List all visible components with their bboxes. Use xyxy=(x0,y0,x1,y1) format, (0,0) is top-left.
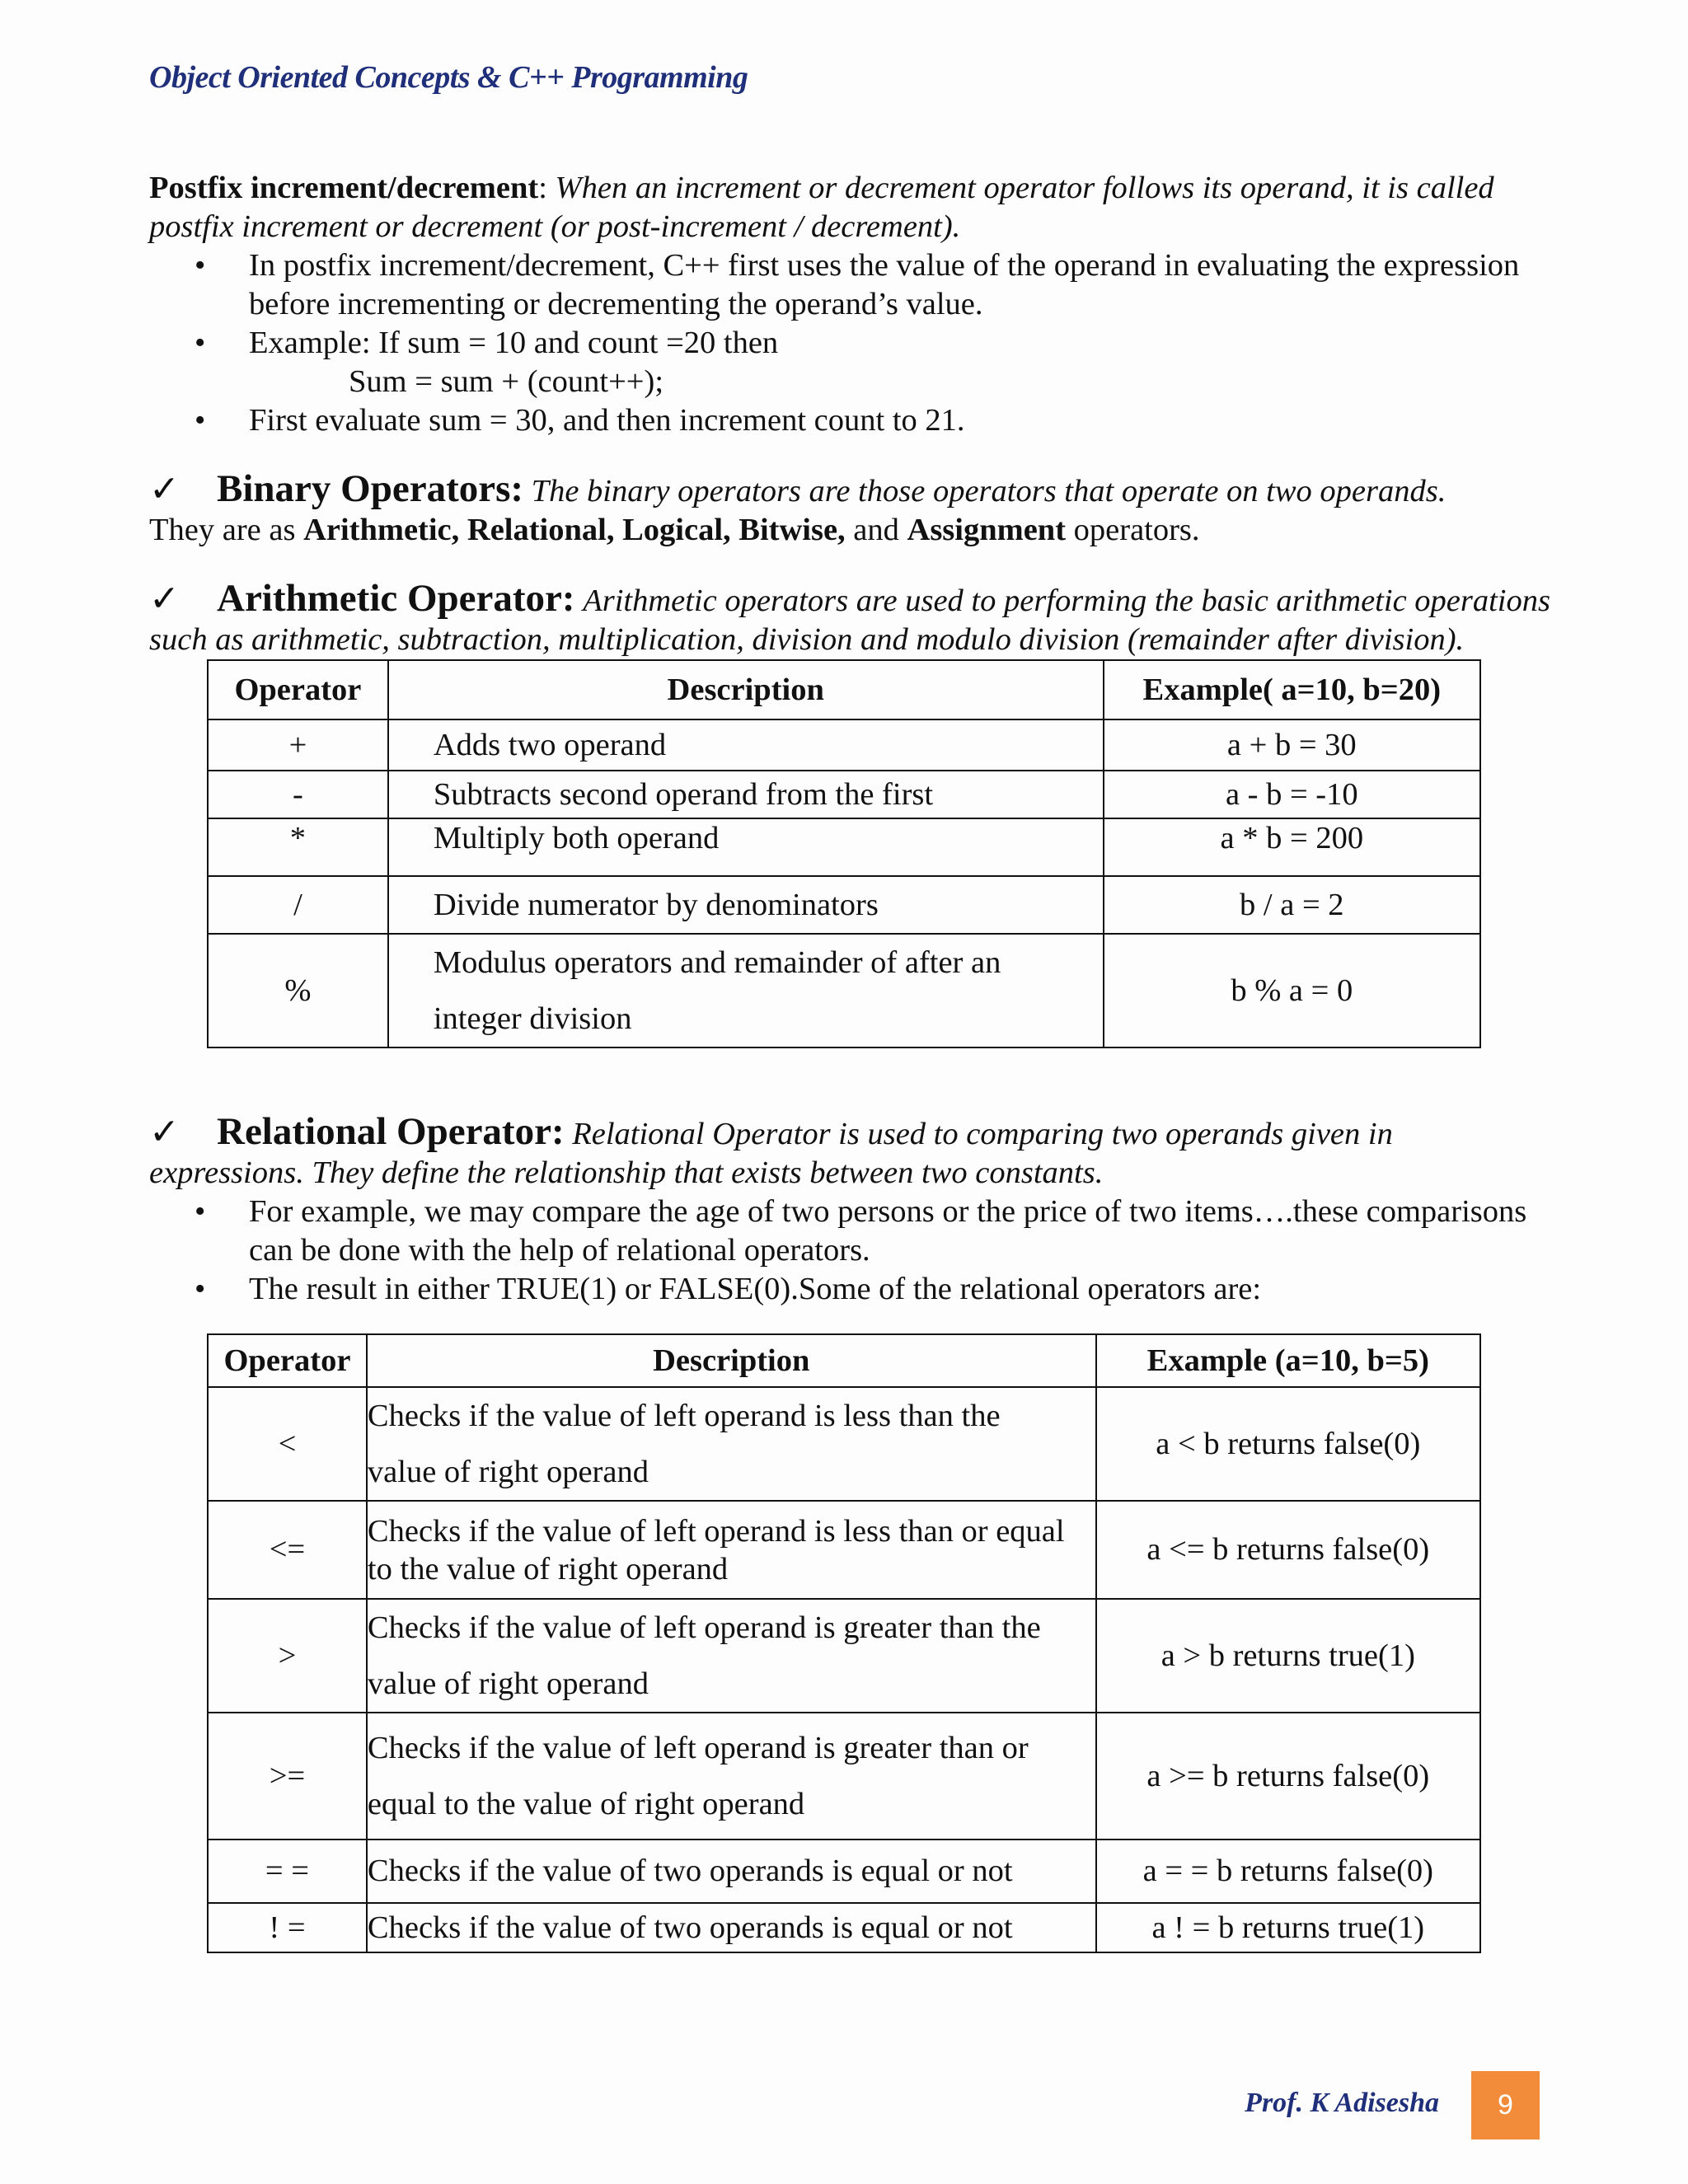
description-cell xyxy=(388,934,1104,1047)
description-line: Modulus operators and remainder of after an xyxy=(433,945,1001,980)
table-row xyxy=(208,1387,1480,1501)
footer-author: Prof. K Adisesha xyxy=(1245,2088,1439,2118)
description-cell xyxy=(367,1387,1096,1501)
relational-bullet-2: • The result in either TRUE(1) or FALSE(0).Some of the relational operators are: xyxy=(149,1270,1550,1309)
description-line: Checks if the value of left operand is less than the xyxy=(367,1399,1001,1433)
table-row xyxy=(208,934,1480,1047)
description-line: to the value of right operand xyxy=(367,1551,729,1586)
example-cell: b % a = 0 xyxy=(1104,934,1480,1047)
operator-cell: = = xyxy=(208,1840,367,1903)
postfix-bullet-2-text: Example: If sum = 10 and count =20 then xyxy=(249,326,779,360)
description-line: value of right operand xyxy=(367,1666,649,1701)
binary-and: and xyxy=(853,513,899,547)
page-content xyxy=(149,169,1550,1953)
description-cell: Checks if the value of two operands is equal or not xyxy=(367,1840,1096,1903)
operator-cell: + xyxy=(208,719,388,771)
relational-definition: Relational Operator is used to comparing two operands given in expressions. They define the relationship that exists between two constants. xyxy=(149,1117,1393,1190)
binary-line-prefix: They are as xyxy=(149,513,296,547)
description-line: integer division xyxy=(433,1001,632,1036)
table-row xyxy=(208,1501,1480,1599)
postfix-definition: When an increment or decrement operator follows its operand, it is called postfix increment or decrement (or post-increment / decrement). xyxy=(149,171,1494,244)
table-row xyxy=(208,1599,1480,1713)
binary-kinds: Arithmetic, Relational, Logical, Bitwise, xyxy=(303,513,846,547)
binary-paragraph xyxy=(149,467,1550,550)
description-cell xyxy=(367,1713,1096,1840)
description-line: Checks if the value of left operand is greater than or xyxy=(367,1731,1029,1765)
table-row xyxy=(208,1903,1480,1952)
postfix-bullet-3: • First evaluate sum = 30, and then increment count to 21. xyxy=(149,401,1550,440)
relational-paragraph xyxy=(149,1110,1550,1193)
description-cell: Adds two operand xyxy=(388,719,1104,771)
operator-cell: < xyxy=(208,1387,367,1501)
table-row xyxy=(208,876,1480,934)
example-cell: a - b = -10 xyxy=(1104,771,1480,818)
description-cell xyxy=(367,1501,1096,1599)
arithmetic-definition: Arithmetic operators are used to performing the basic arithmetic operations such as arithmetic, subtraction, multiplication, division and modulo division (remainder after division). xyxy=(149,583,1550,657)
table-header-row xyxy=(208,660,1480,719)
checkmark-icon: ✓ xyxy=(149,1112,180,1152)
operator-cell: <= xyxy=(208,1501,367,1599)
binary-definition: The binary operators are those operators that operate on two operands. xyxy=(531,474,1447,509)
description-cell: Checks if the value of two operands is equal or not xyxy=(367,1903,1096,1952)
postfix-paragraph: Postfix increment/decrement: When an increment or decrement operator follows its operand, it is called postfix increment or decrement (or post-increment / decrement). xyxy=(149,171,1494,244)
relational-bullet-1: • For example, we may compare the age of two persons or the price of two items….these comparisons can be done with the help of relational operators. xyxy=(149,1193,1550,1270)
relational-heading: Relational Operator: xyxy=(217,1110,565,1153)
binary-last-kind: Assignment xyxy=(907,513,1067,547)
column-header: Operator xyxy=(208,660,388,719)
postfix-bullet-1: • In postfix increment/decrement, C++ first uses the value of the operand in evaluating the expression before incrementing or decrementing the operand’s value. xyxy=(149,246,1550,324)
table-row xyxy=(208,818,1480,876)
relational-table xyxy=(207,1333,1481,1953)
table-row xyxy=(208,771,1480,818)
operator-cell: >= xyxy=(208,1713,367,1840)
column-header: Description xyxy=(367,1334,1096,1387)
description-line: Checks if the value of left operand is less than or equal xyxy=(367,1513,1065,1549)
description-line: Checks if the value of left operand is greater than the xyxy=(367,1610,1041,1645)
operator-cell: % xyxy=(208,934,388,1047)
operator-cell: / xyxy=(208,876,388,934)
page-header-title: Object Oriented Concepts & C++ Programming xyxy=(149,60,748,95)
operator-cell: ! = xyxy=(208,1903,367,1952)
arithmetic-paragraph xyxy=(149,579,1550,659)
checkmark-icon: ✓ xyxy=(149,579,180,619)
operator-cell: * xyxy=(208,818,388,876)
example-cell: a + b = 30 xyxy=(1104,719,1480,771)
column-header: Operator xyxy=(208,1334,367,1387)
binary-heading: Binary Operators: xyxy=(217,467,524,510)
example-cell: a * b = 200 xyxy=(1104,818,1480,876)
description-line: equal to the value of right operand xyxy=(367,1787,805,1821)
postfix-bullet-list xyxy=(149,246,1550,440)
table-row xyxy=(208,1840,1480,1903)
example-cell: a ! = b returns true(1) xyxy=(1096,1903,1480,1952)
postfix-bullet-2 xyxy=(149,324,1550,401)
example-cell: a >= b returns false(0) xyxy=(1096,1713,1480,1840)
page-number-badge: 9 xyxy=(1471,2071,1540,2139)
arithmetic-table xyxy=(207,659,1481,1048)
example-cell: a > b returns true(1) xyxy=(1096,1599,1480,1713)
example-cell: b / a = 2 xyxy=(1104,876,1480,934)
description-cell: Divide numerator by denominators xyxy=(388,876,1104,934)
postfix-term: Postfix increment/decrement xyxy=(149,171,539,205)
column-header: Example (a=10, b=5) xyxy=(1096,1334,1480,1387)
relational-bullet-list xyxy=(149,1193,1550,1309)
table-row xyxy=(208,719,1480,771)
operator-cell: - xyxy=(208,771,388,818)
example-cell: a <= b returns false(0) xyxy=(1096,1501,1480,1599)
description-line: value of right operand xyxy=(367,1455,649,1489)
example-cell: a = = b returns false(0) xyxy=(1096,1840,1480,1903)
postfix-code-line: Sum = sum + (count++); xyxy=(349,364,664,399)
description-cell: Subtracts second operand from the first xyxy=(388,771,1104,818)
description-cell xyxy=(367,1599,1096,1713)
example-cell: a < b returns false(0) xyxy=(1096,1387,1480,1501)
description-cell: Multiply both operand xyxy=(388,818,1104,876)
column-header: Description xyxy=(388,660,1104,719)
table-header-row xyxy=(208,1334,1480,1387)
binary-line-suffix: operators. xyxy=(1073,513,1200,547)
operator-cell: > xyxy=(208,1599,367,1713)
arithmetic-heading: Arithmetic Operator: xyxy=(217,577,575,620)
table-row xyxy=(208,1713,1480,1840)
checkmark-icon: ✓ xyxy=(149,469,180,509)
column-header: Example( a=10, b=20) xyxy=(1104,660,1480,719)
